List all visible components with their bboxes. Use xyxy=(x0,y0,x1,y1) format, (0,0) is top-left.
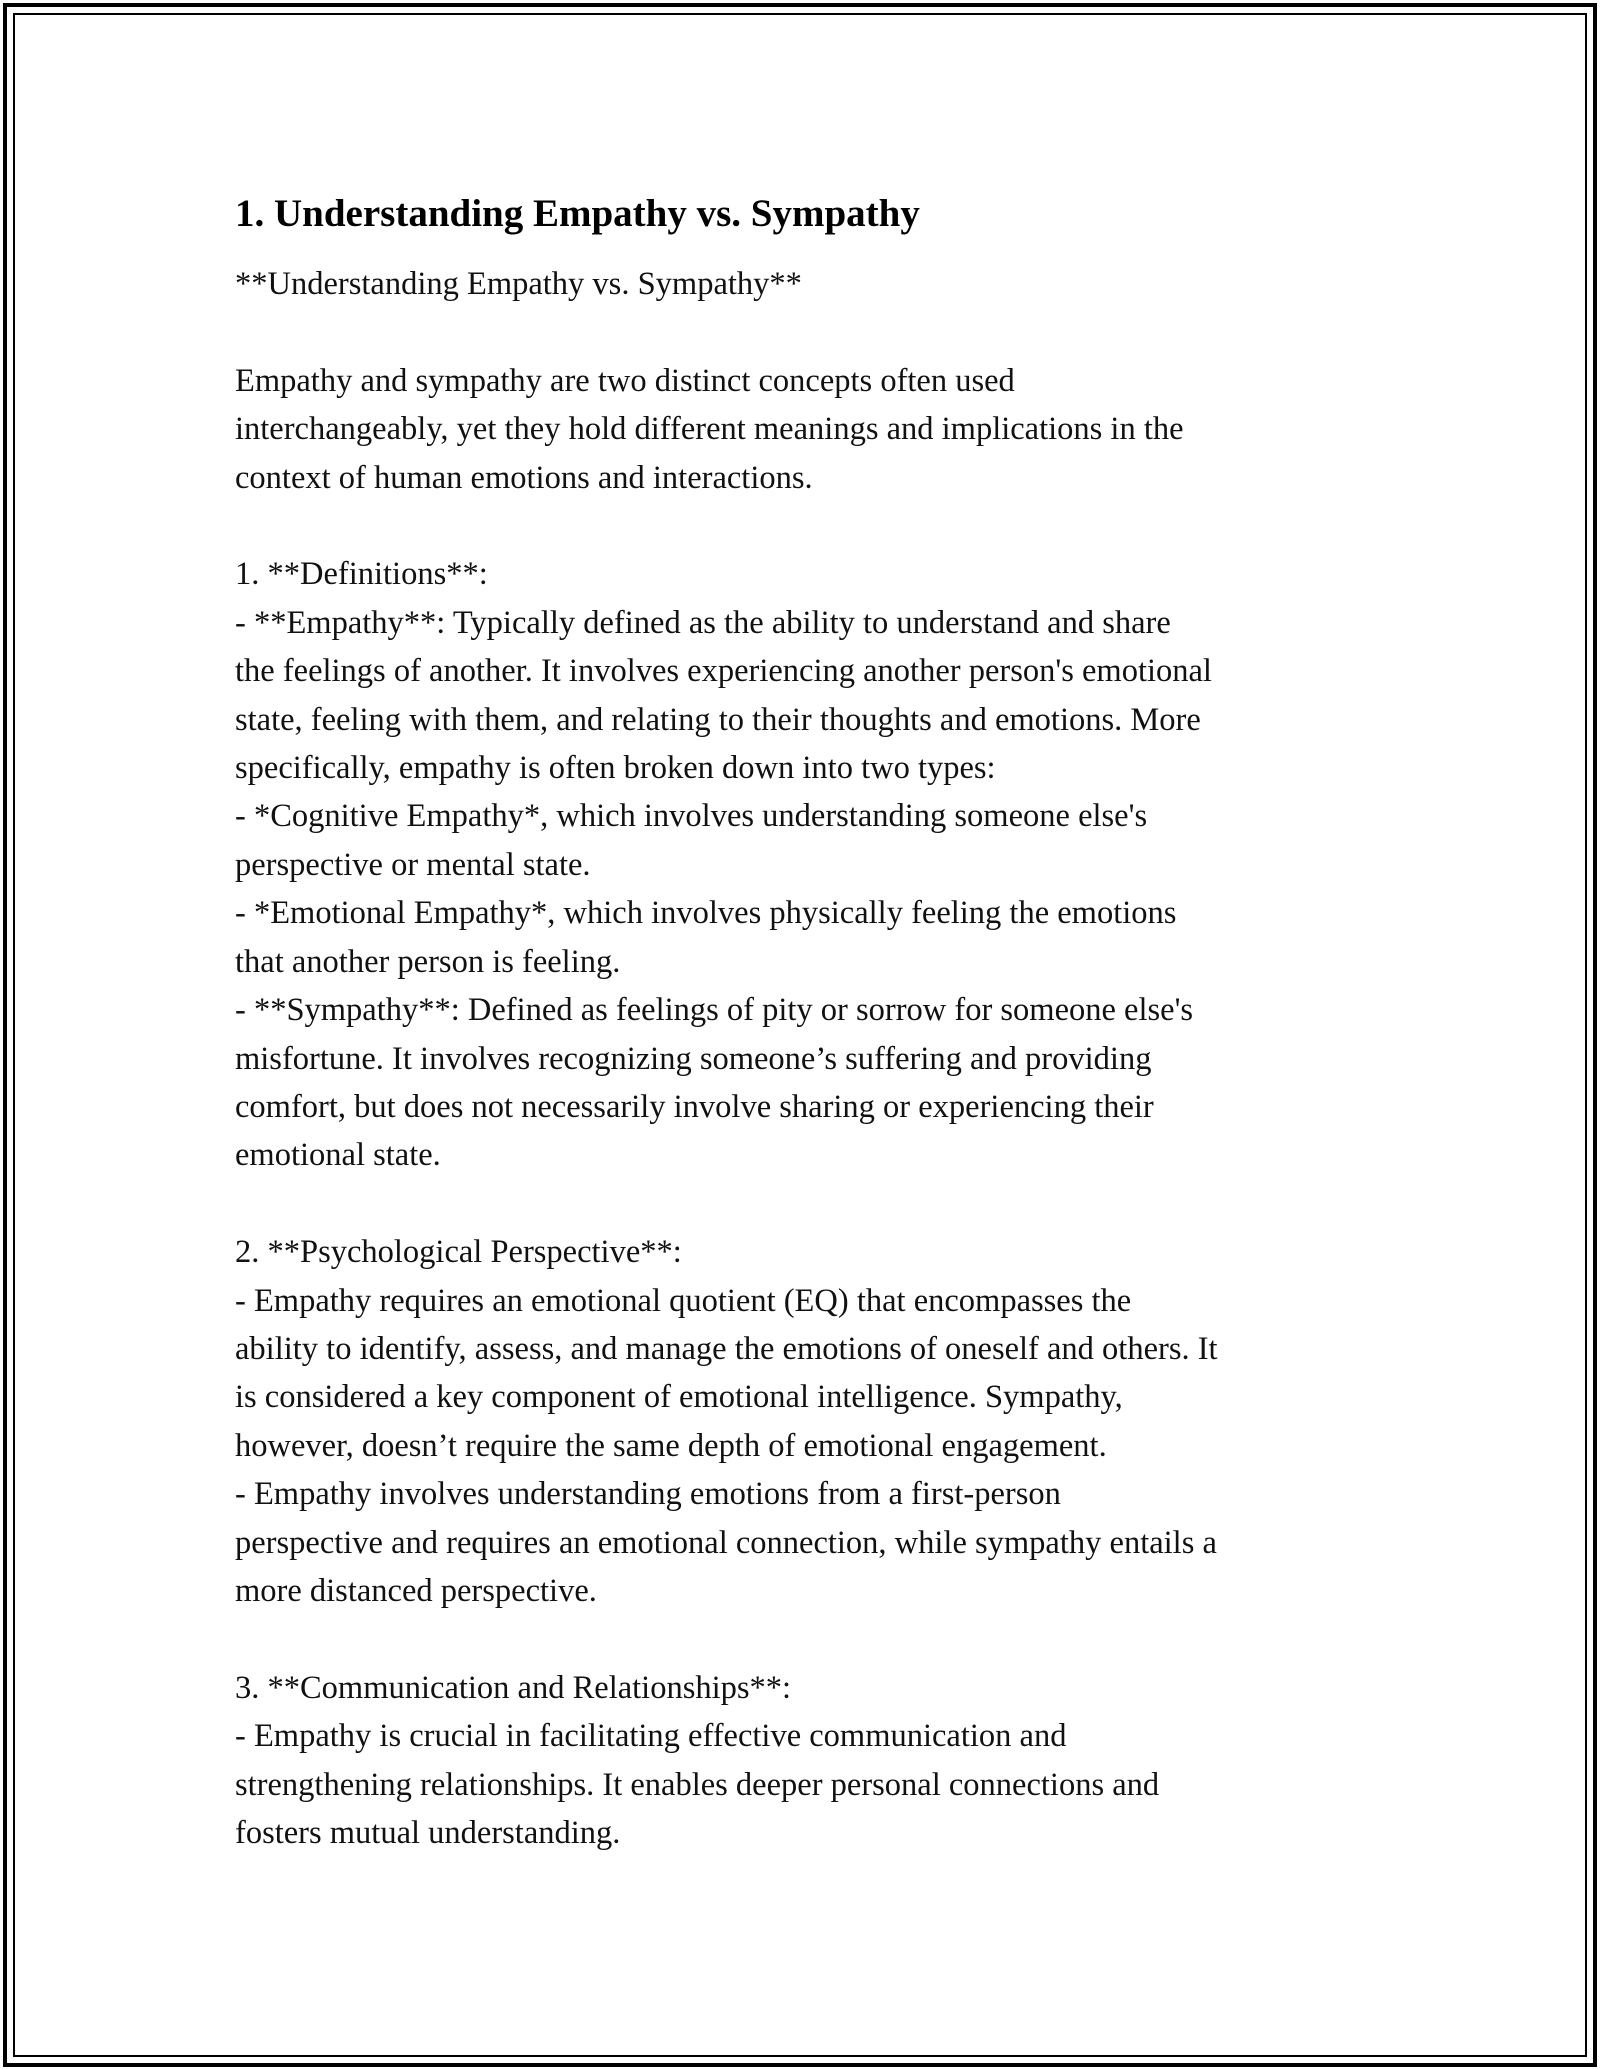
document-content xyxy=(235,186,1365,1857)
section-body: **Understanding Empathy vs. Sympathy** Empathy and sympathy are two distinct concepts often used interchangeably, yet they hold different meanings and implications in the context of human emotions and interactions. 1. **Definitions**: - **Empathy**: Typically defined as the ability to understand and share the feelings of another. It involves experiencing another person's emotional state, feeling with them, and relating to their thoughts and emotions. More specifically, empathy is often broken down into two types: - *Cognitive Empathy*, which involves understanding someone else's perspective or mental state. - *Emotional Empathy*, which involves physically feeling the emotions that another person is feeling. - **Sympathy**: Defined as feelings of pity or sorrow for someone else's misfortune. It involves recognizing someone’s suffering and providing comfort, but does not necessarily involve sharing or experiencing their emotional state. 2. **Psychological Perspective**: - Empathy requires an emotional quotient (EQ) that encompasses the ability to identify, assess, and manage the emotions of oneself and others. It is considered a key component of emotional intelligence. Sympathy, however, doesn’t require the same depth of emotional engagement. - Empathy involves understanding emotions from a first-person perspective and requires an emotional connection, while sympathy entails a more distanced perspective. 3. **Communication and Relationships**: - Empathy is crucial in facilitating effective communication and strengthening relationships. It enables deeper personal connections and fosters mutual understanding. xyxy=(235,266,1218,1851)
section-heading: 1. Understanding Empathy vs. Sympathy xyxy=(235,192,920,235)
